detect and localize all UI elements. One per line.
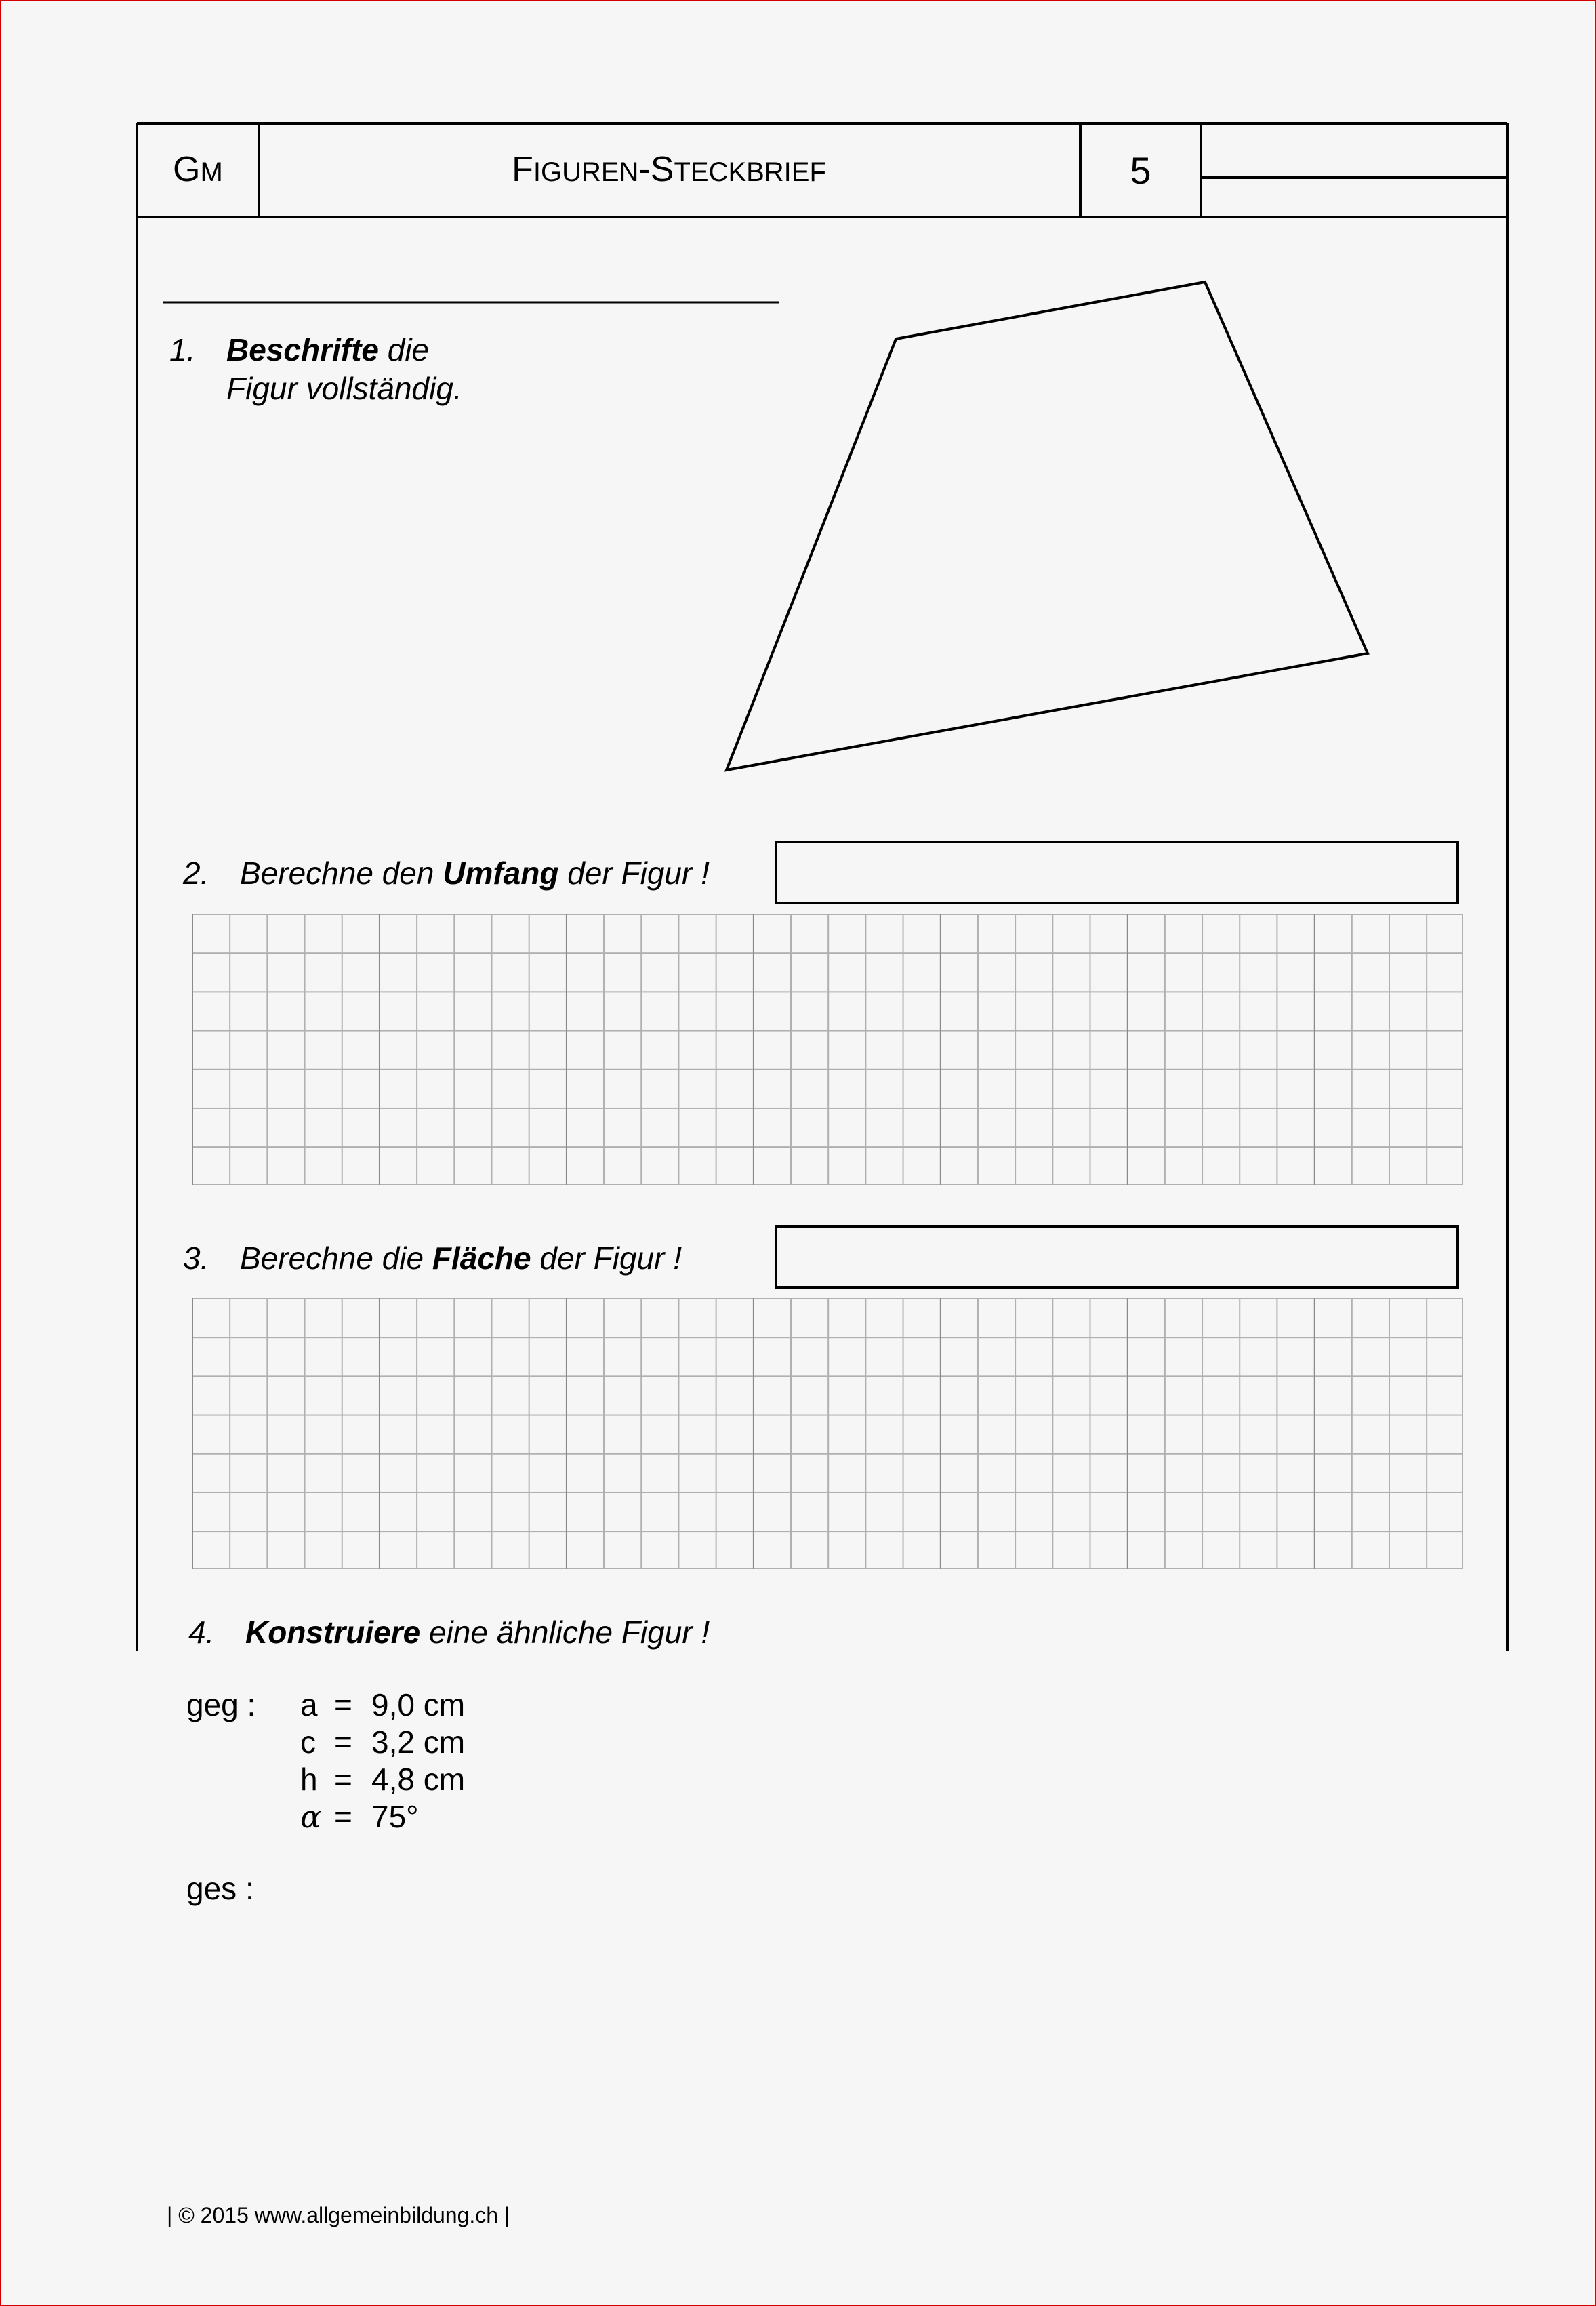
umfang-answer-box[interactable] [775,841,1459,904]
task-2-number: 2. [183,855,209,891]
given-row-alpha [300,1798,419,1835]
task-3-post: der Figur ! [531,1240,682,1276]
given-eq-a: = [334,1687,352,1722]
task-4-number: 4. [188,1615,215,1650]
given-label: geg : [186,1687,256,1722]
header-title: FIGUREN-STECKBRIEF [512,150,826,189]
task-2 [183,857,710,889]
given-eq-c: = [334,1724,352,1760]
given-eq-alpha: = [334,1799,352,1834]
given-row-h [300,1764,465,1795]
given-eq-h: = [334,1762,352,1797]
task-4-post: eine ähnliche Figur ! [420,1615,710,1650]
task-3 [183,1242,682,1274]
task-3-bold: Fläche [432,1240,531,1276]
given-val-h: 4,8 cm [371,1762,466,1797]
task-1 [169,334,429,365]
given-var-alpha: α [300,1798,322,1835]
given-row-a [300,1689,465,1720]
flaeche-grid-major-lines [192,1298,1463,1569]
task-2-bold: Umfang [443,855,559,891]
task-3-pre: Berechne die [240,1240,432,1276]
task-1-line2: Figur vollständig. [226,371,462,406]
footer-copyright: | © 2015 www.allgemeinbildung.ch | [167,2203,510,2227]
task-4-bold: Konstruiere [245,1615,421,1650]
given-val-c: 3,2 cm [371,1724,466,1760]
given-var-c: c [300,1724,316,1760]
given-var-a: a [300,1687,318,1722]
given-val-alpha: 75° [371,1799,419,1834]
given-val-a: 9,0 cm [371,1687,466,1722]
task-1-number: 1. [169,332,196,367]
task-2-pre: Berechne den [240,855,443,891]
sought-label: ges : [186,1871,254,1906]
header-number: 5 [1130,149,1151,192]
task-1-rest: die [378,332,430,367]
task-2-post: der Figur ! [558,855,710,891]
task-4 [188,1617,710,1648]
flaeche-answer-box[interactable] [775,1225,1459,1289]
quadrilateral-figure [727,282,1368,770]
given-row-c [300,1726,465,1758]
umfang-grid-major-lines [192,914,1463,1185]
given-var-h: h [300,1762,318,1797]
task-1-bold: Beschrifte [226,332,379,367]
task-3-number: 3. [183,1240,209,1276]
header-subject: GM [173,150,223,189]
